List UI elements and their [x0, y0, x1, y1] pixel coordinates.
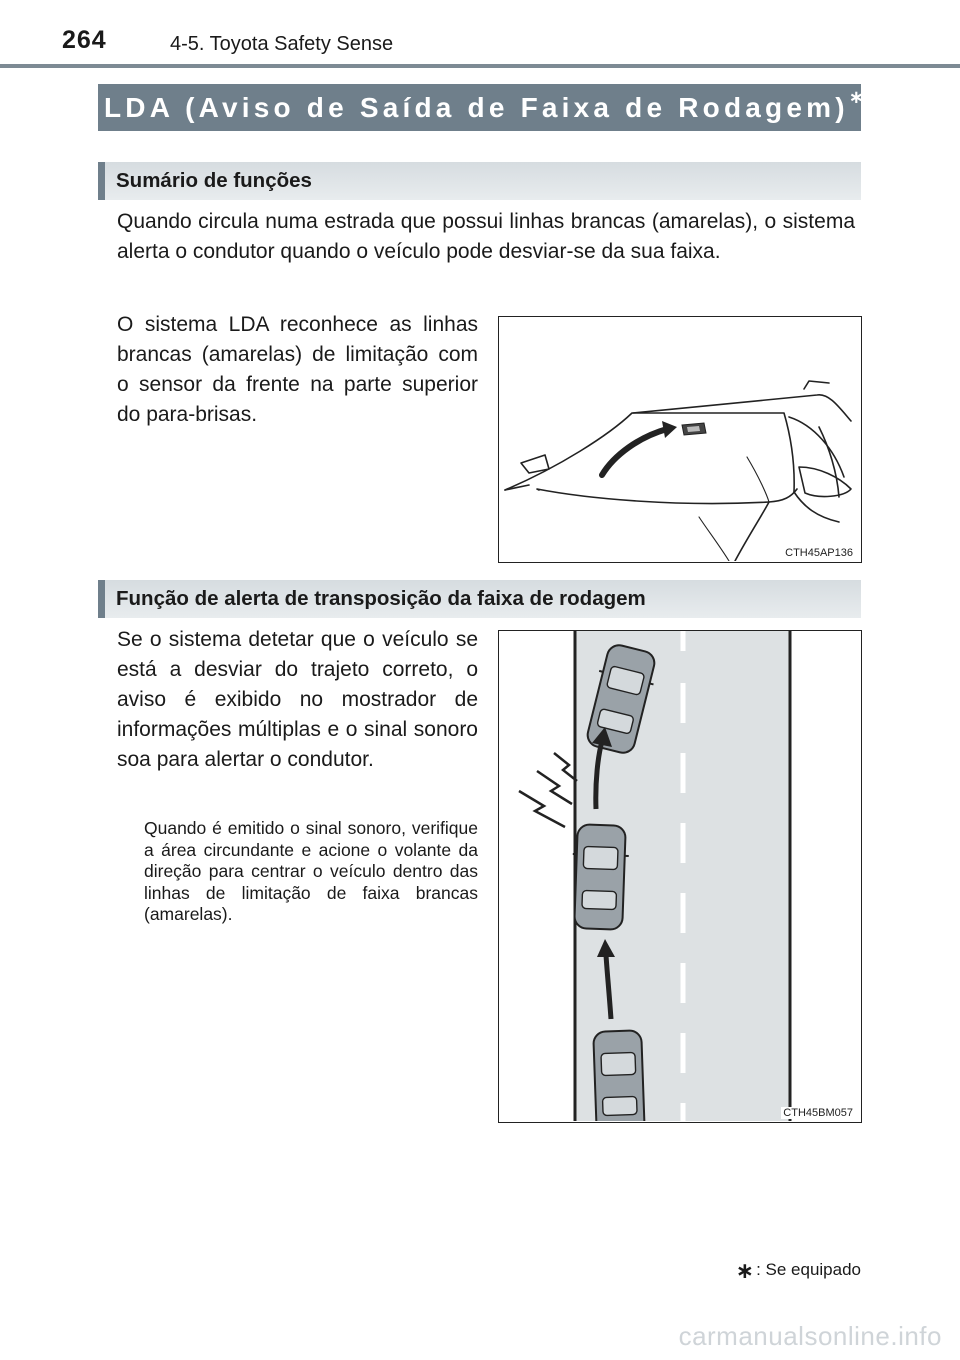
figure-code-1: CTH45AP136: [785, 547, 853, 559]
section-heading-summary: Sumário de funções: [98, 162, 861, 200]
intro-paragraph: Quando circula numa estrada que possui linhas brancas (amarelas), o sistema alerta o condutor quando o veículo pode desviar-se da sua faixa.: [117, 210, 855, 263]
footnote: [736, 1258, 861, 1284]
lane-departure-figure: [498, 630, 862, 1123]
section-heading-lane-departure: Função de alerta de transposição da faixa de rodagem: [98, 580, 861, 618]
sensor-paragraph: O sistema LDA reconhece as linhas brancas (amarelas) de limitação com o sensor da frente na parte superior do para-brisas.: [117, 313, 478, 426]
page-number: 264: [62, 26, 107, 54]
figure-code-2: CTH45BM057: [783, 1107, 853, 1119]
chapter-title: 4-5. Toyota Safety Sense: [170, 33, 394, 55]
equipped-mark: ∗: [848, 87, 864, 107]
car-icon: [570, 824, 630, 930]
car-icon: [593, 1030, 645, 1121]
alert-note: Quando é emitido o sinal sonoro, verifique a área circundante e acione o volante da direção para centrar o veículo dentro das linhas de limitação de faixa brancas (amarelas).: [144, 818, 478, 925]
footnote-mark: ∗: [735, 1258, 755, 1283]
alert-paragraph: Se o sistema detetar que o veículo se está a desviar do trajeto correto, o aviso é exibido no mostrador de informações múltiplas e o sinal sonoro soa para alertar o condutor.: [117, 628, 478, 771]
lane-diagram: [499, 631, 860, 1121]
page-title: [98, 84, 864, 131]
watermark: carmanualsonline.info: [678, 1321, 942, 1351]
footnote-text: : Se equipado: [756, 1260, 861, 1279]
page-title-text: LDA (Aviso de Saída de Faixa de Rodagem): [104, 92, 849, 123]
windshield-figure: [498, 316, 862, 563]
warning-zigzag-icon: [519, 753, 577, 827]
windshield-sensor-icon: [499, 317, 860, 561]
header-rule: [0, 64, 960, 68]
